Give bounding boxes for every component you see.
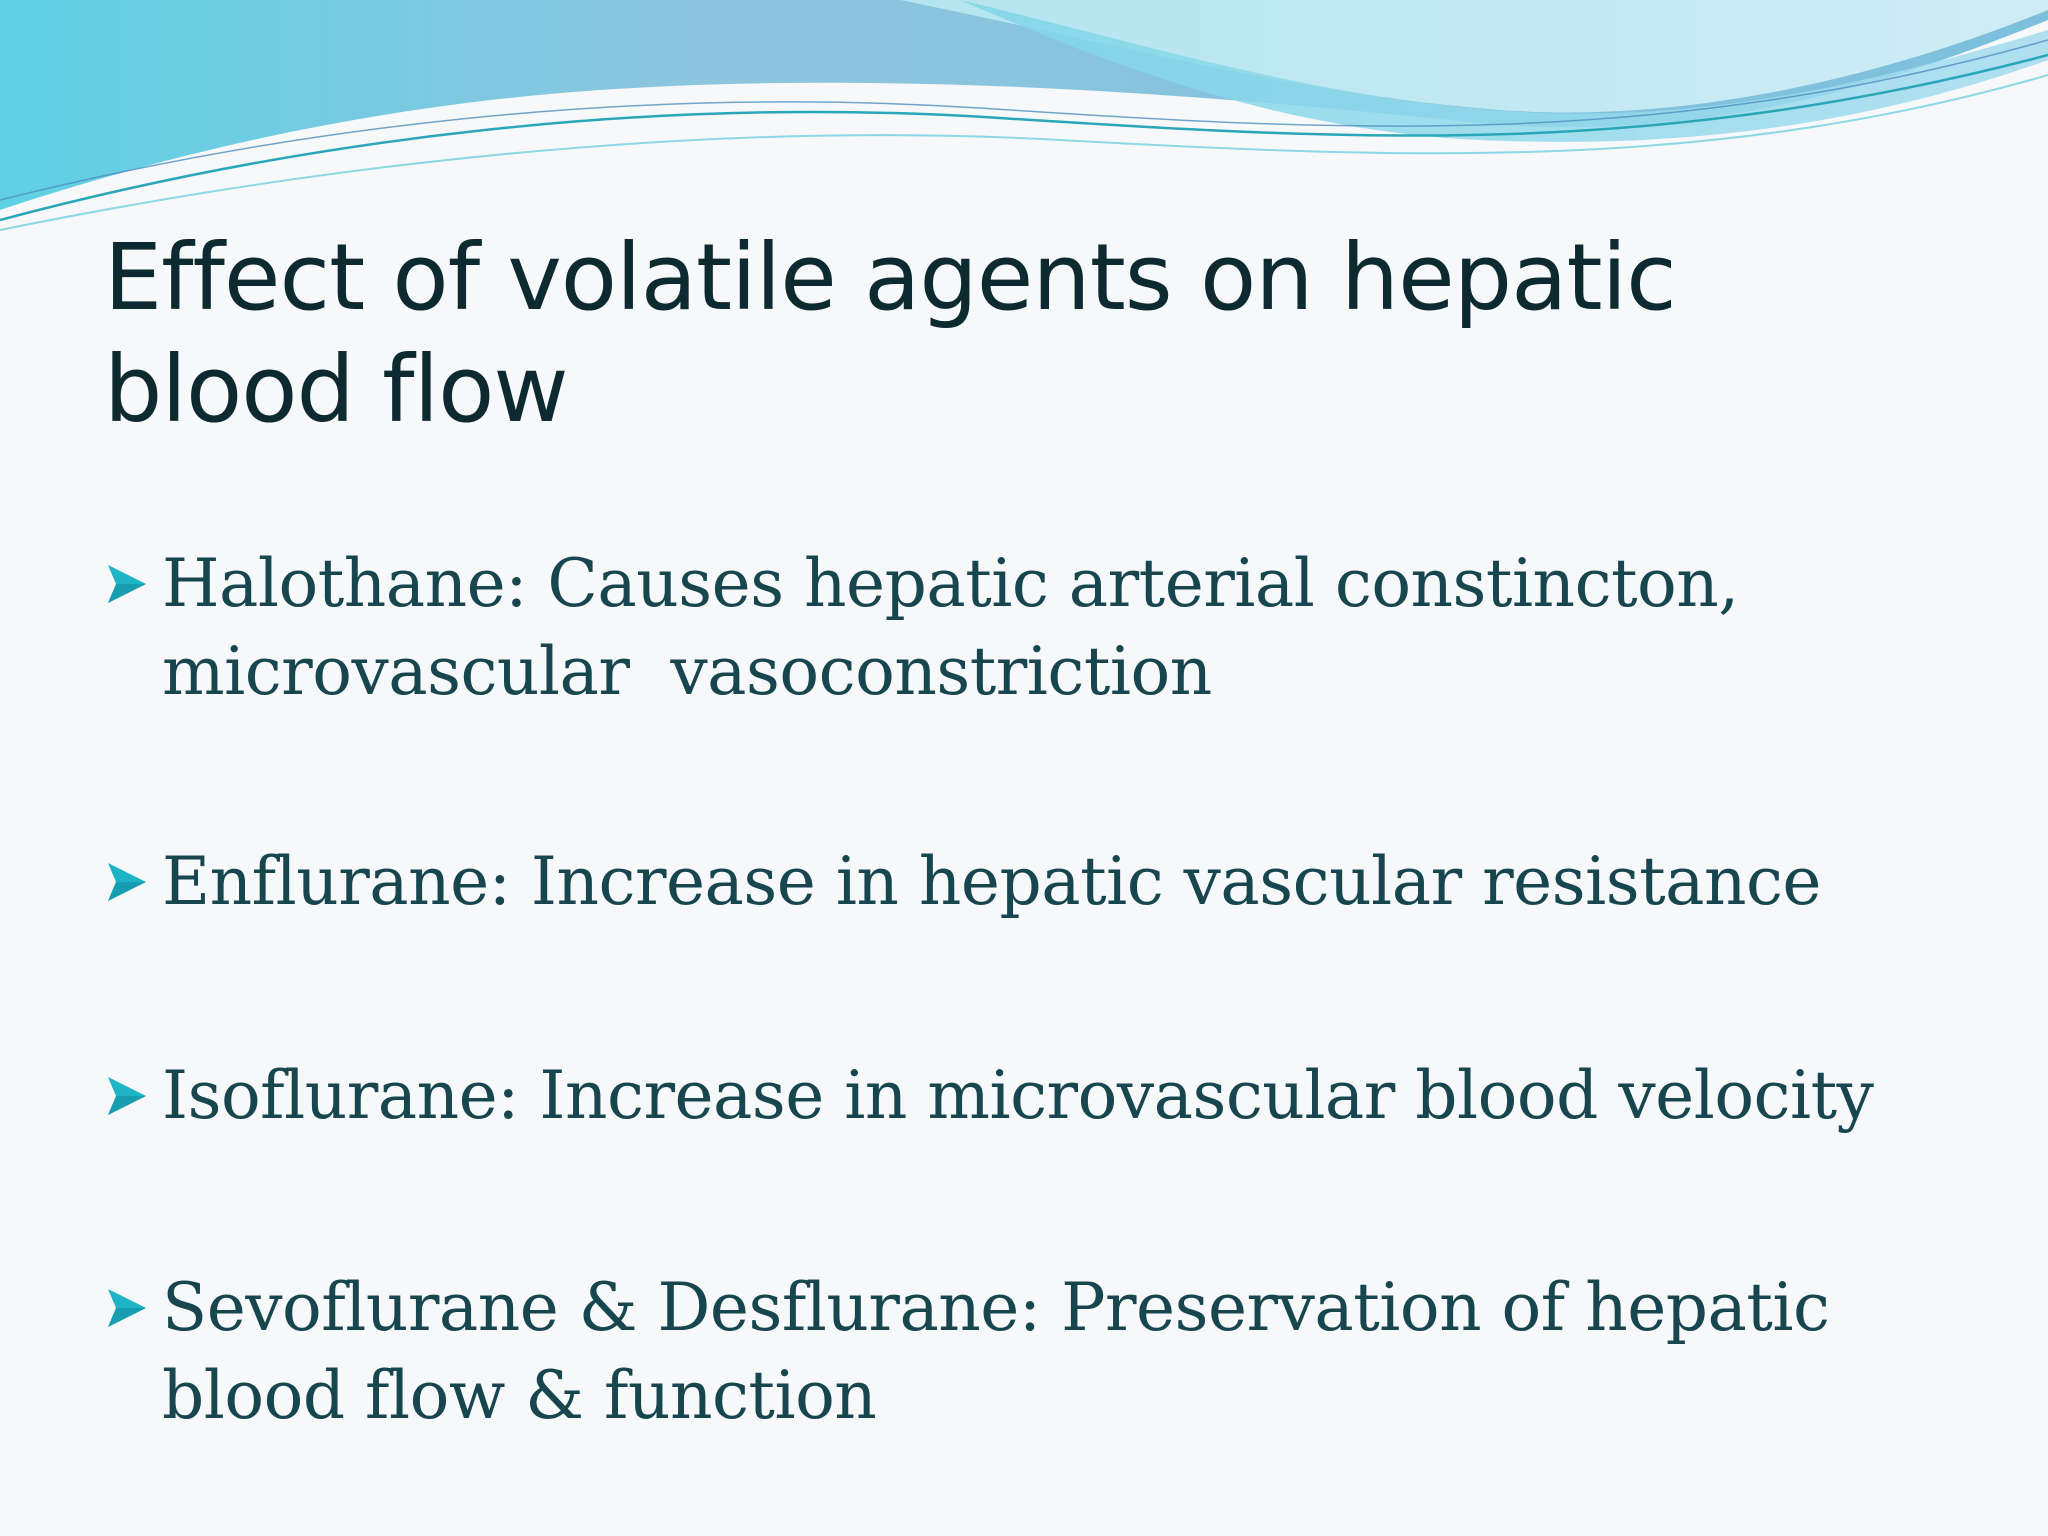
bullet-text: Isoflurane: Increase in microvascular blood velocity <box>162 1057 1874 1134</box>
header-wave-decoration <box>0 0 2048 240</box>
bullet-text: Enflurane: Increase in hepatic vascular resistance <box>162 843 1821 920</box>
arrow-bullet-icon <box>104 1052 162 1140</box>
arrow-bullet-icon <box>104 838 162 926</box>
bullet-item <box>104 838 1964 926</box>
bullet-item <box>104 1052 1964 1140</box>
bullet-text: Sevoflurane & Desflurane: Preservation of hepatic blood flow & function <box>162 1269 1850 1434</box>
slide-title: Effect of volatile agents on hepatic blood flow <box>104 224 1676 443</box>
bullet-text: Halothane: Causes hepatic arterial constincton, microvascular vasoconstriction <box>162 545 1760 710</box>
arrow-bullet-icon <box>104 1264 162 1352</box>
bullet-item <box>104 540 1964 716</box>
bullet-item <box>104 1264 1964 1440</box>
arrow-bullet-icon <box>104 540 162 628</box>
